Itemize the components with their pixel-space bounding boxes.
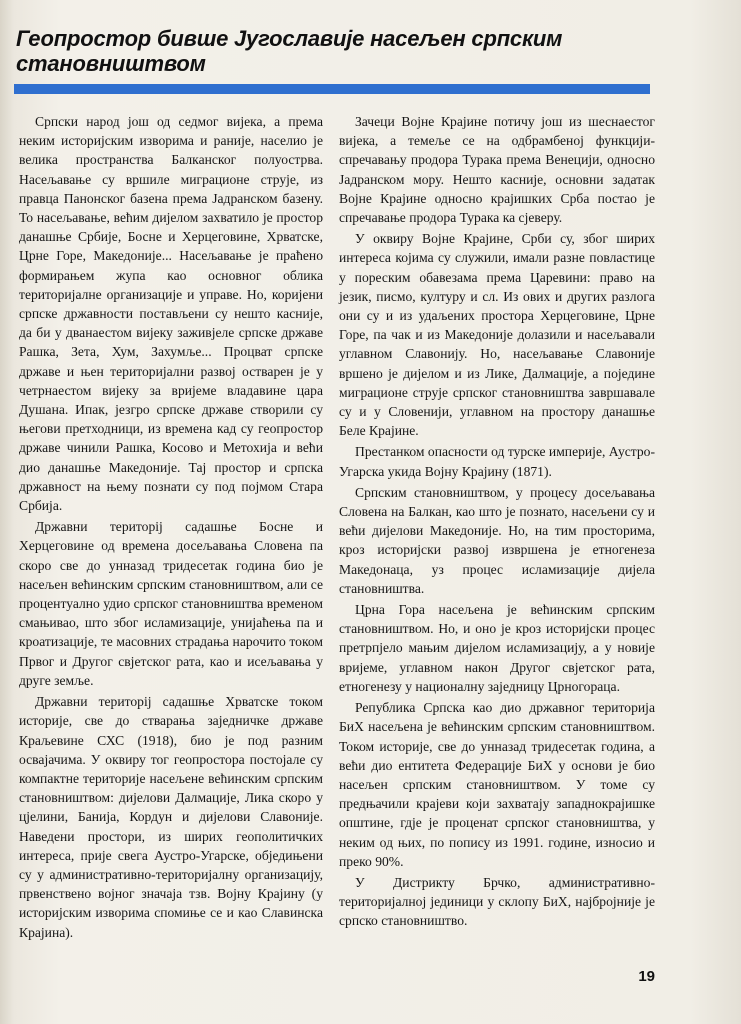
paragraph: У оквиру Војне Крајине, Срби су, због ширих интереса којима су служили, имали разне повластице у пореским обавезама према Царевини: право на језик, писмо, културу и сл. Из ових и других разлога они су и из удаљених простора Херцеговине, Црне Горе, па чак и из Македоније долазили и насељавали углавном Славонију. Но, насељавање Славоније вршено је дијелом и из Лике, Далмације, а поједине миграционе струје српског становништва завршавале су и у Словенији, углавном на простору данашње Беле Крајине. (339, 231, 655, 439)
paragraph: Зачеци Војне Крајине потичу још из шеснаестог вијека, а темеље се на одбрамбеној функцији-спречавању продора Турака према Венецији, односно Јадранском мору. Нешто касније, основни задатак Војне Крајине односно крајишких Срба постао је спречавање продора Турака ка сјеверу. (339, 114, 655, 226)
paragraph: Република Српска као дио државног територија БиХ насељена је већинским српским становништвом. Током историје, све до унназад тридесетак година, а већи дио ентитета Федерације БиХ у основи је био насељен српским становништвом. У томе су предњачили крајеви који захватају западнокрајишке општине, гдје је проценат српског становништва, у неким од њих, по попису из 1991. године, износио и преко 90%. (339, 700, 655, 869)
paragraph: Српски народ још од седмог вијека, а према неким историјским изворима и раније, населио је велика пространства Балканског полуострва. Насељавање су вршиле миграционе струје, из правца Панонског базена према Јадранском базену. То насељавање, већим дијелом захватило је простор данашње Србије, Босне и Херцеговине, Хрватске, Црне Горе, Македоније... Насељавање је праћено формирањем жупа као основног облика територијалне организације и управе. Но, коријени српске државности постављени су нешто касније, да би у дванаестом вијеку заживјеле српске државе Рашка, Зета, Хум, Захумље... Процват српске државе и њен територијални развој остварен је у четрнаестом вијеку за вријеме владавине цара Душана. Ипак, језгро српске државе створили су његови претходници, из времена кад су геопростор државе чинили Рашка, Косово и Метохија и већи дио данашње Македоније. Тај простор и српска државност на њему познати су под појмом Стара Србија. (19, 114, 323, 514)
paragraph: У Дистрикту Брчко, административно-територијалној јединици у склопу БиХ, најбројније је српско становништво. (339, 874, 655, 929)
paragraph: Државни територij садашње Босне и Херцеговине од времена досељавања Словена па скоро све до унназад тридесетак година био је насељен већинским српским становништвом, али се процентуално удио српског становништва временом смањивао, што због исламизације, унијаћења па и кроатизације, те масовних страдања нарочито током Првог и Другог свјетског рата, као и исељавања у друге земље. (19, 519, 323, 688)
heading-rule (14, 84, 650, 94)
left-column (19, 112, 323, 944)
heading-line-2: становништвом (16, 51, 206, 76)
paragraph: Црна Гора насељена је већинским српским становништвом. Но, и оно је кроз историјски процес претрпјело мањим дијелом исламизацију, а у новије вријеме, углавном након Другог свјетског рата, етногенезу у националну заједницу Црногораца. (339, 602, 655, 694)
article-heading (16, 26, 636, 76)
paragraph: Престанком опасности од турске империје, Аустро-Угарска укида Војну Крајину (1871). (339, 444, 655, 479)
heading-line-1: Геопростор бивше Југославије насељен српским (16, 26, 563, 51)
paragraph: Српским становништвом, у процесу досељавања Словена на Балкан, као што је познато, насељени су и већи дијелови Македоније. Но, на тим просторима, кроз историјски развој извршена је етногенеза Македонаца, уз процес исламизације дијела становништва. (339, 484, 655, 596)
right-column (339, 112, 655, 933)
paragraph: Државни територij садашње Хрватске током историје, све до стварања заједничке државе Краљевине СХС (1918), био је под разним освајачима. У оквиру тог геопростора постојале су компактне територије насељене већинским српским становништвом: дијелови Далмације, Лика скоро у цјелини, Банија, Кордун и дијелови Славоније. Наведени простори, из ширих геополитичких интереса, прије свега Аустро-Угарске, обједињени су у административно-територијалну организацију, првенствено војног значаја тзв. Војну Крајину (у историјским изворима спомиње се и као Славинска Крајина). (19, 694, 323, 940)
page-number: 19 (638, 968, 655, 985)
